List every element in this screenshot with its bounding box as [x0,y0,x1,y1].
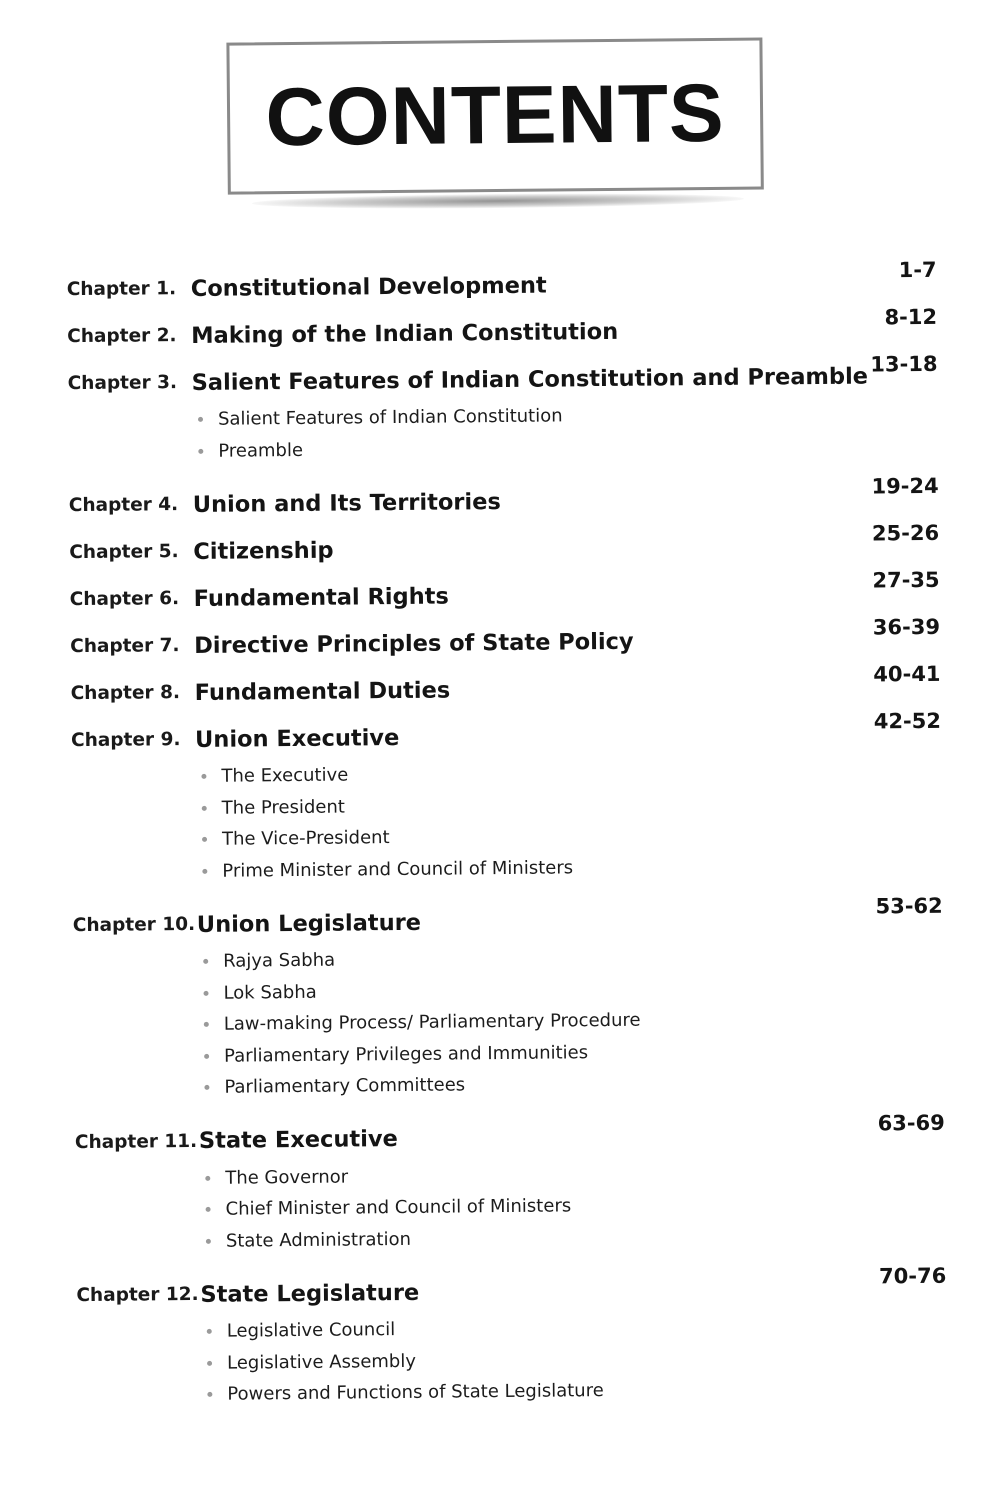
subsection-title: Parliamentary Privileges and Immunities [224,1041,589,1067]
chapter-number: Chapter 1. [66,278,177,301]
bullet-icon [202,868,207,873]
toc-chapter-row [67,305,937,360]
chapter-title: State Executive [198,1126,398,1154]
bullet-icon [203,959,208,964]
subsection-title: Rajya Sabha [223,949,336,972]
chapter-number: Chapter 2. [67,325,177,348]
chapter-title: Fundamental Duties [194,677,451,706]
toc-entry [70,615,940,670]
chapter-page-range: 70-76 [878,1263,947,1289]
subsection-item [196,428,938,467]
toc-entry [67,352,938,468]
chapter-page-range: 25-26 [871,520,940,546]
bullet-icon [207,1329,212,1334]
chapter-page-range: 36-39 [872,614,941,640]
bullet-icon [202,805,207,810]
contents-heading: CONTENTS [265,67,726,164]
toc-entry [76,1264,947,1412]
chapter-page-range: 13-18 [870,351,938,377]
subsection-list [77,1309,948,1412]
contents-heading-box [226,37,763,194]
chapter-page-range: 8-12 [884,304,938,330]
subsection-title: Powers and Functions of State Legislature [227,1380,604,1405]
subsection-item [204,1218,946,1257]
chapter-number: Chapter 5. [69,541,179,564]
subsection-title: Law-making Process/ Parliamentary Procedure [223,1009,641,1035]
chapter-number: Chapter 9. [70,729,181,752]
subsection-item [200,848,942,887]
subsection-title: The Vice-President [221,827,390,850]
subsection-title: Parliamentary Committees [224,1074,466,1098]
subsection-title: Preamble [218,439,304,462]
chapter-number: Chapter 4. [68,494,179,517]
chapter-page-range: 63-69 [877,1110,945,1135]
toc-chapter-row [69,521,939,576]
chapter-number: Chapter 10. [72,913,196,937]
chapter-page-range: 42-52 [873,708,942,734]
subsection-list [68,397,939,468]
toc-entry [70,568,940,623]
chapter-page-range: 53-62 [875,893,943,919]
chapter-number: Chapter 12. [76,1283,199,1307]
toc-chapter-row [67,258,937,313]
subsection-title: Prime Minister and Council of Ministers [222,856,574,882]
chapter-title: Union and Its Territories [192,488,501,518]
toc-chapter-row [69,474,939,529]
bullet-icon [206,1238,211,1243]
chapter-title: Directive Principles of State Policy [194,628,634,659]
chapter-title: Fundamental Rights [193,583,449,612]
bullet-icon [204,1022,209,1027]
toc-entry [71,709,943,888]
chapter-number: Chapter 3. [67,372,178,395]
title-box-shadow [252,192,744,211]
toc-entry [69,474,939,529]
chapter-title: Constitutional Development [190,272,547,302]
bullet-icon [202,837,207,842]
subsection-item [205,1372,947,1411]
subsection-title: The Governor [225,1166,349,1189]
bullet-icon [206,1207,211,1212]
chapter-title: Citizenship [193,537,334,565]
toc-chapter-row [70,568,940,623]
chapter-title: Salient Features of Indian Constitution and Preamble [191,362,869,396]
subsection-title: The Executive [221,764,349,787]
subsection-title: The President [221,796,346,819]
toc-entry [67,258,937,313]
bullet-icon [204,1053,209,1058]
table-of-contents [67,258,948,1426]
subsection-title: Legislative Council [226,1319,396,1342]
chapter-title: Union Legislature [196,909,422,938]
subsection-title: Lok Sabha [223,981,317,1004]
bullet-icon [201,774,206,779]
chapter-page-range: 19-24 [871,473,939,499]
subsection-title: Legislative Assembly [226,1350,417,1374]
subsection-item [202,1065,944,1104]
bullet-icon [203,990,208,995]
subsection-list [75,1155,946,1258]
toc-entry [69,521,939,576]
chapter-number: Chapter 11. [74,1130,198,1153]
toc-entry [67,305,937,360]
chapter-page-range: 27-35 [872,567,940,593]
subsection-title: Salient Features of Indian Constitution [217,405,563,430]
bullet-icon [205,1175,210,1180]
bullet-icon [198,417,203,422]
toc-chapter-row [70,662,940,717]
subsection-list [73,939,944,1105]
toc-entry [70,662,940,717]
chapter-page-range: 40-41 [873,661,941,687]
chapter-title: Making of the Indian Constitution [191,318,619,349]
bullet-icon [198,448,203,453]
chapter-number: Chapter 8. [70,682,181,705]
toc-entry [73,894,945,1105]
chapter-page-range: 1-7 [898,257,937,283]
chapter-number: Chapter 7. [70,635,180,658]
chapter-title: State Legislature [200,1279,420,1308]
bullet-icon [207,1392,212,1397]
subsection-list [71,754,942,888]
subsection-title: Chief Minister and Council of Ministers [225,1195,572,1220]
chapter-title: Union Executive [194,724,400,753]
subsection-title: State Administration [225,1228,412,1252]
chapter-number: Chapter 6. [69,588,180,611]
bullet-icon [204,1085,209,1090]
bullet-icon [207,1360,212,1365]
toc-entry [75,1110,946,1258]
toc-chapter-row [70,615,940,670]
